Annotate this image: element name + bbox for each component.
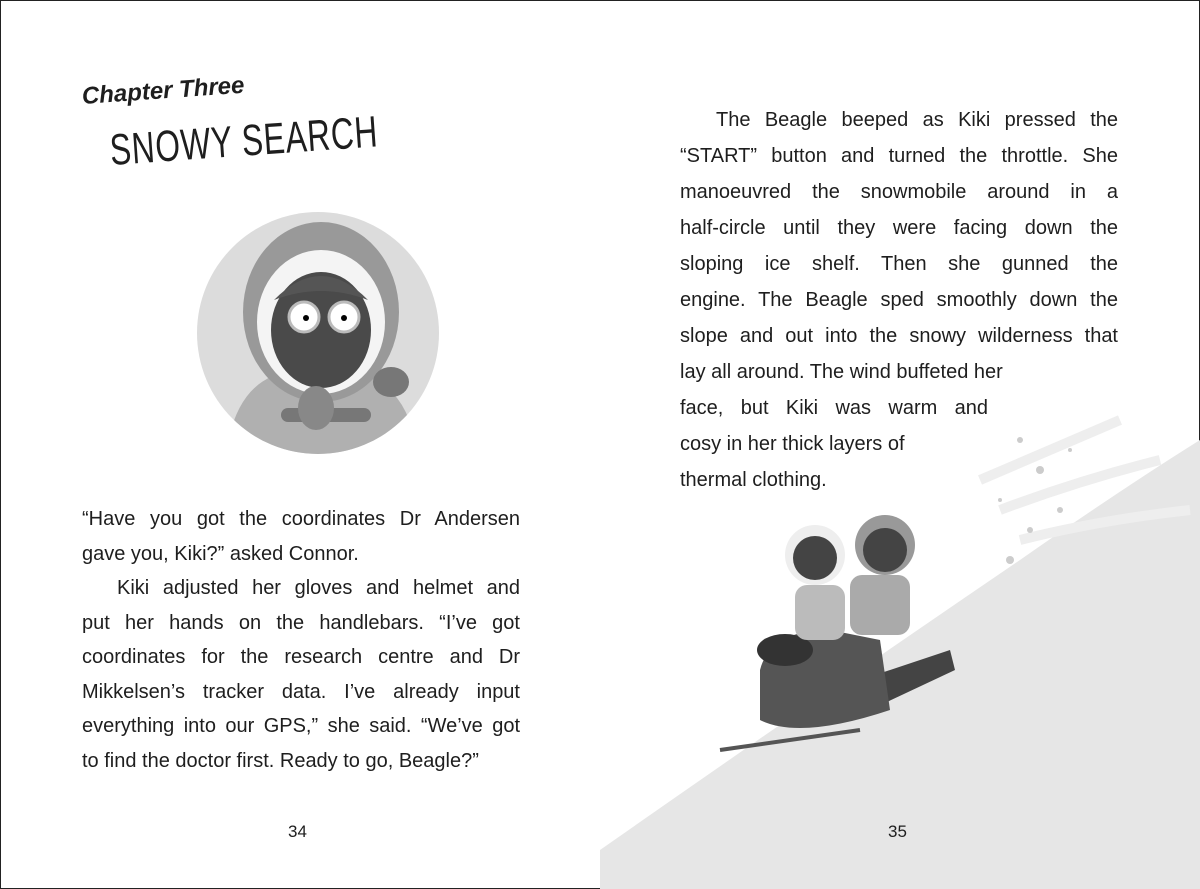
text-line: “Have you got the coordinates Dr Andersen bbox=[82, 508, 520, 530]
snow-slope-illustration bbox=[600, 380, 1200, 889]
kiki-portrait-illustration bbox=[196, 212, 441, 454]
text-line: cosy in her thick layers of bbox=[680, 433, 905, 455]
text-line: sloping ice shelf. Then she gunned the bbox=[680, 253, 1118, 275]
page-number-right: 35 bbox=[888, 822, 907, 841]
text-line: engine. The Beagle sped smoothly down the bbox=[680, 289, 1118, 311]
text-line: Kiki adjusted her gloves and helmet and bbox=[117, 577, 520, 599]
text-line: face, but Kiki was warm and bbox=[680, 397, 988, 419]
text-line: everything into our GPS,” she said. “We’ve got bbox=[82, 715, 520, 737]
text-line: put her hands on the handlebars. “I’ve got bbox=[82, 611, 520, 634]
chapter-label: Chapter Three bbox=[81, 71, 246, 110]
text-line: “START” button and turned the throttle. She bbox=[680, 145, 1118, 167]
text-line: half-circle until they were facing down the bbox=[680, 217, 1118, 239]
page-number-left: 34 bbox=[288, 822, 307, 841]
text-line: thermal clothing. bbox=[680, 469, 827, 491]
text-line: to find the doctor first. Ready to go, Beagle?” bbox=[82, 749, 479, 772]
text-line: Mikkelsen’s tracker data. I’ve already input bbox=[82, 680, 520, 703]
text-line: coordinates for the research centre and Dr bbox=[82, 646, 520, 668]
text-line: manoeuvred the snowmobile around in a bbox=[680, 181, 1118, 203]
text-line: lay all around. The wind buffeted her bbox=[680, 361, 1003, 383]
chapter-title: SNOWY SEARCH bbox=[108, 107, 380, 175]
text-line: slope and out into the snowy wilderness that bbox=[680, 325, 1118, 347]
text-line: The Beagle beeped as Kiki pressed the bbox=[716, 109, 1118, 131]
text-line: gave you, Kiki?” asked Connor. bbox=[82, 542, 359, 565]
